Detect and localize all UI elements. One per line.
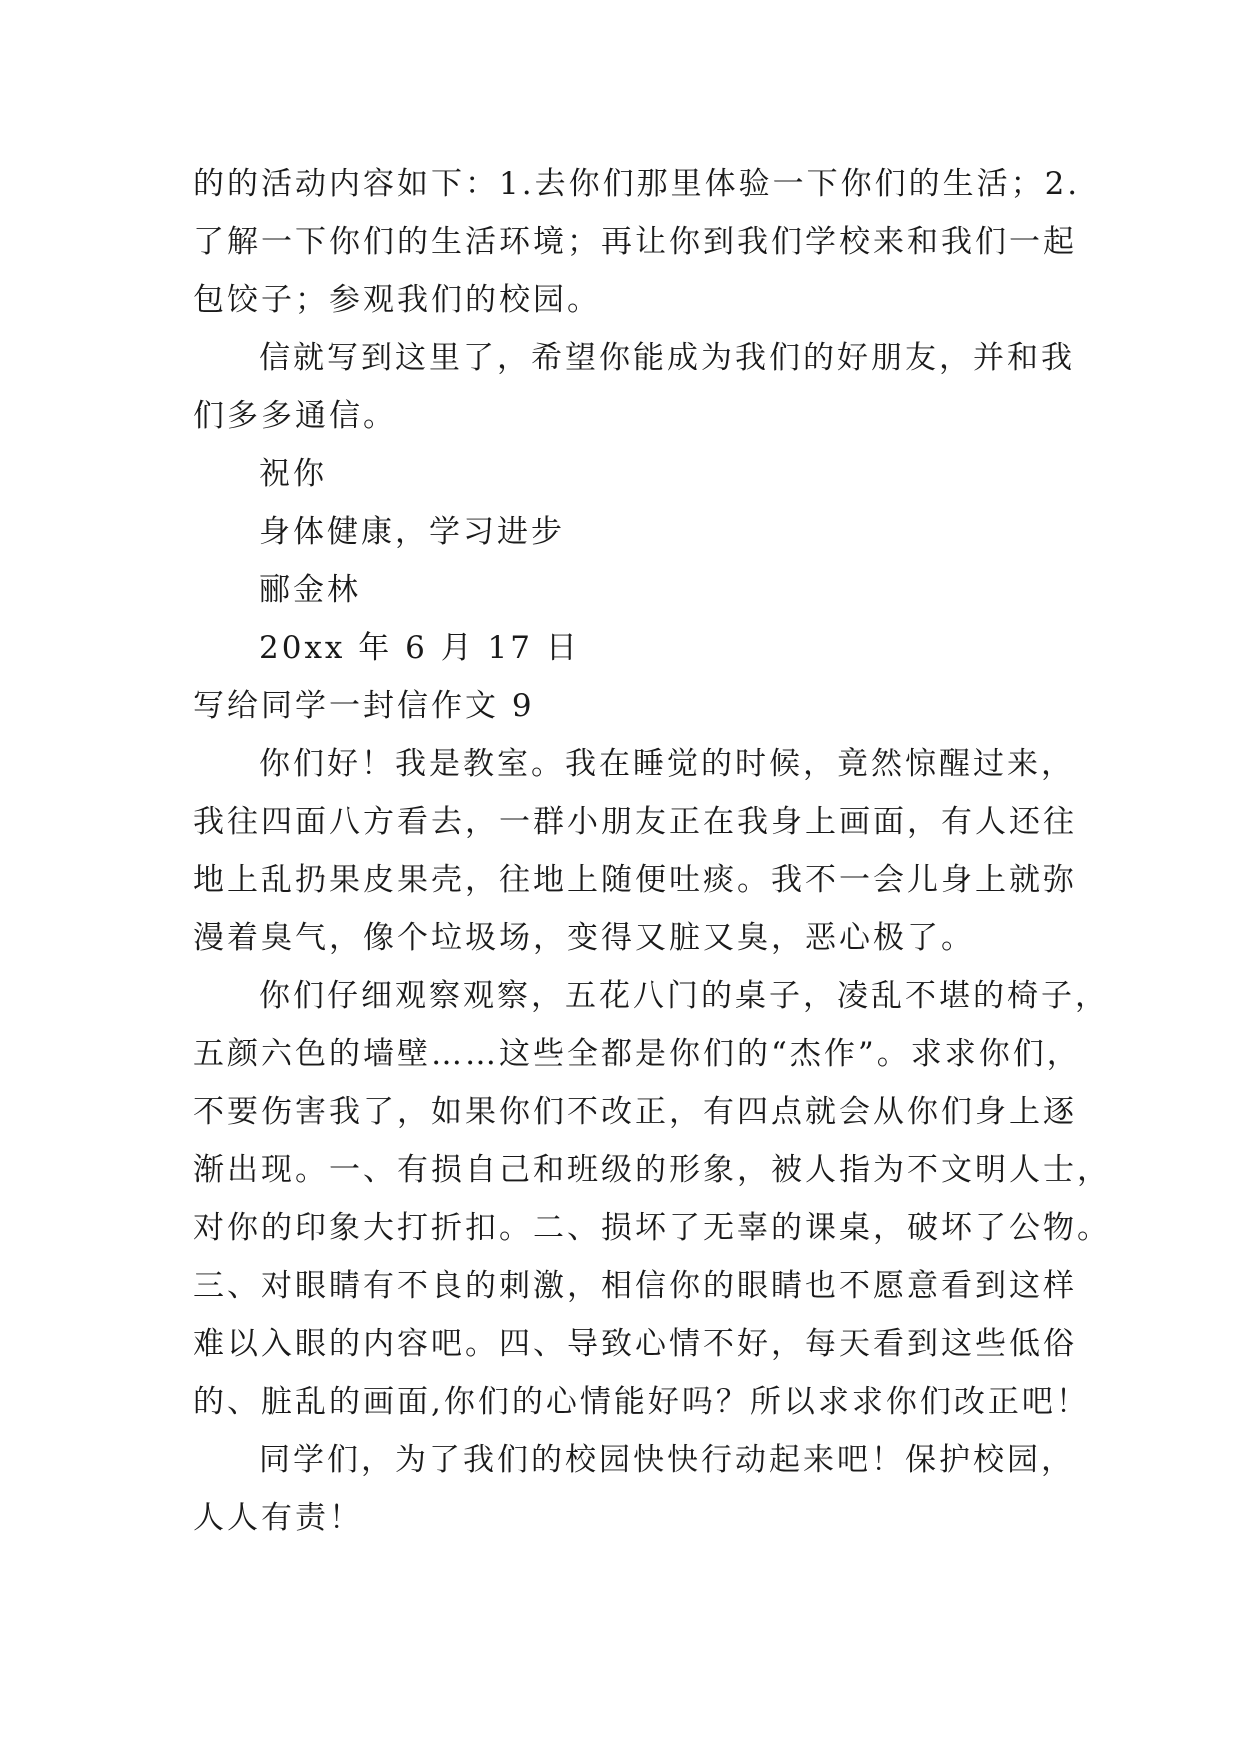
text-line: 信就写到这里了，希望你能成为我们的好朋友，并和我 [259,340,1075,376]
text-line: 五颜六色的墙壁……这些全都是你们的“杰作”。求求你们， [193,1036,1081,1072]
text-line: 你们仔细观察观察，五花八门的桌子，凌乱不堪的椅子， [259,978,1109,1014]
text-line: 难以入眼的内容吧。四、导致心情不好，每天看到这些低俗 [193,1326,1077,1362]
closing-greeting: 祝你 [259,456,327,492]
text-line: 你们好！我是教室。我在睡觉的时候，竟然惊醒过来， [259,746,1075,782]
text-line: 渐出现。一、有损自己和班级的形象，被人指为不文明人士， [193,1152,1111,1188]
text-line: 的、脏乱的画面,你们的心情能好吗？所以求求你们改正吧！ [193,1384,1090,1420]
text-line: 同学们，为了我们的校园快快行动起来吧！保护校园， [259,1442,1075,1478]
text-line: 地上乱扔果皮果壳，往地上随便吐痰。我不一会儿身上就弥 [193,862,1077,898]
text-line: 们多多通信。 [193,398,397,434]
text-line: 三、对眼睛有不良的刺激，相信你的眼睛也不愿意看到这样 [193,1268,1077,1304]
document-body [193,155,1111,1547]
text-line: 漫着臭气，像个垃圾场，变得又脏又臭，恶心极了。 [193,920,975,956]
text-line: 包饺子；参观我们的校园。 [193,282,601,318]
closing-wish: 身体健康，学习进步 [259,514,565,550]
text-line: 了解一下你们的生活环境；再让你到我们学校来和我们一起 [193,224,1077,260]
text-line: 我往四面八方看去，一群小朋友正在我身上画面，有人还往 [193,804,1077,840]
text-line: 对你的印象大打折扣。二、损坏了无辜的课桌，破坏了公物。 [193,1210,1111,1246]
text-line: 的的活动内容如下：1.去你们那里体验一下你们的生活；2. [193,166,1081,202]
text-line: 不要伤害我了，如果你们不改正，有四点就会从你们身上逐 [193,1094,1077,1130]
section-heading: 写给同学一封信作文 9 [193,688,535,724]
text-line: 人人有责！ [193,1500,363,1536]
date: 20xx 年 6 月 17 日 [259,630,580,666]
signature: 郦金林 [259,572,361,608]
